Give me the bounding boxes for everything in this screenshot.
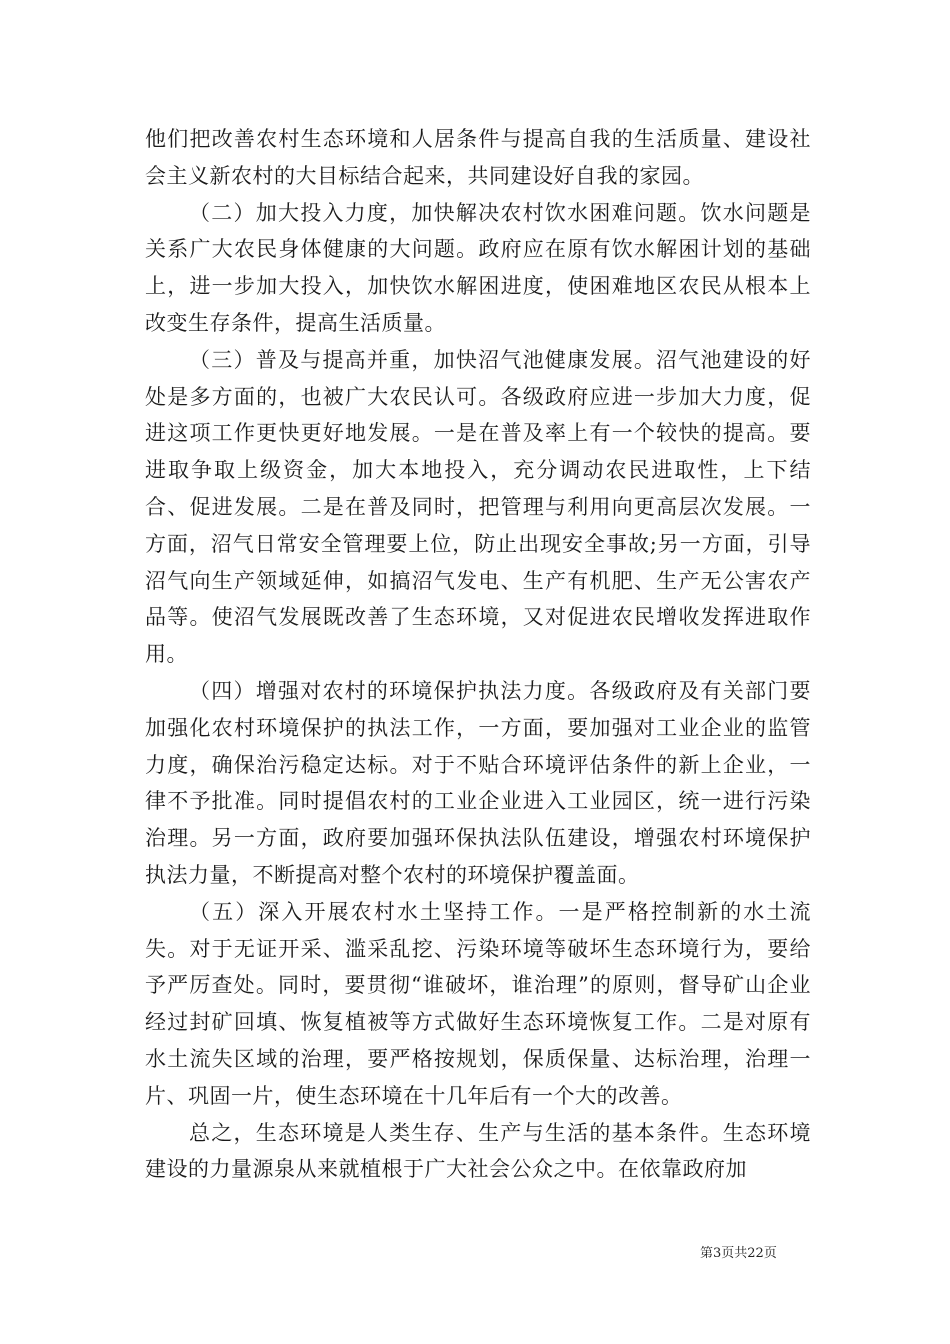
page-number: 第3页共22页 xyxy=(700,1246,777,1261)
document-body xyxy=(145,121,811,1188)
paragraph-biogas: （三）普及与提高并重，加快沼气池健康发展。沼气池建设的好处是多方面的，也被广大农民认可。各级政府应进一步加大力度，促进这项工作更快更好地发展。一是在普及率上有一个较快的提高。要进取争取上级资金，加大本地投入，充分调动农民进取性，上下结合、促进发展。二是在普及同时，把管理与利用向更高层次发展。一方面，沼气日常安全管理要上位，防止出现安全事故;另一方面，引导沼气向生产领域延伸，如搞沼气发电、生产有机肥、生产无公害农产品等。使沼气发展既改善了生态环境，又对促进农民增收发挥进取作用。 xyxy=(145,347,811,667)
paragraph-drinking-water: （二）加大投入力度，加快解决农村饮水困难问题。饮水问题是关系广大农民身体健康的大问题。政府应在原有饮水解困计划的基础上，进一步加大投入，加快饮水解困进度，使困难地区农民从根本上改变生存条件，提高生活质量。 xyxy=(145,200,811,335)
paragraph-soil-water: （五）深入开展农村水土坚持工作。一是严格控制新的水土流失。对于无证开采、滥采乱挖、污染环境等破坏生态环境行为，要给予严厉查处。同时，要贯彻“谁破坏，谁治理”的原则，督导矿山企业经过封矿回填、恢复植被等方式做好生态环境恢复工作。二是对原有水土流失区域的治理，要严格按规划，保质保量、达标治理，治理一片、巩固一片，使生态环境在十几年后有一个大的改善。 xyxy=(145,899,811,1108)
paragraph-enforcement: （四）增强对农村的环境保护执法力度。各级政府及有关部门要加强化农村环境保护的执法工作，一方面，要加强对工业企业的监管力度，确保治污稳定达标。对于不贴合环境评估条件的新上企业，一律不予批准。同时提倡农村的工业企业进入工业园区，统一进行污染治理。另一方面，政府要加强环保执法队伍建设，增强农村环境保护执法力量，不断提高对整个农村的环境保护覆盖面。 xyxy=(145,678,811,887)
paragraph-continuation: 他们把改善农村生态环境和人居条件与提高自我的生活质量、建设社会主义新农村的大目标结合起来，共同建设好自我的家园。 xyxy=(145,127,811,188)
paragraph-conclusion: 总之，生态环境是人类生存、生产与生活的基本条件。生态环境建设的力量源泉从来就植根于广大社会公众之中。在依靠政府加 xyxy=(145,1120,811,1182)
